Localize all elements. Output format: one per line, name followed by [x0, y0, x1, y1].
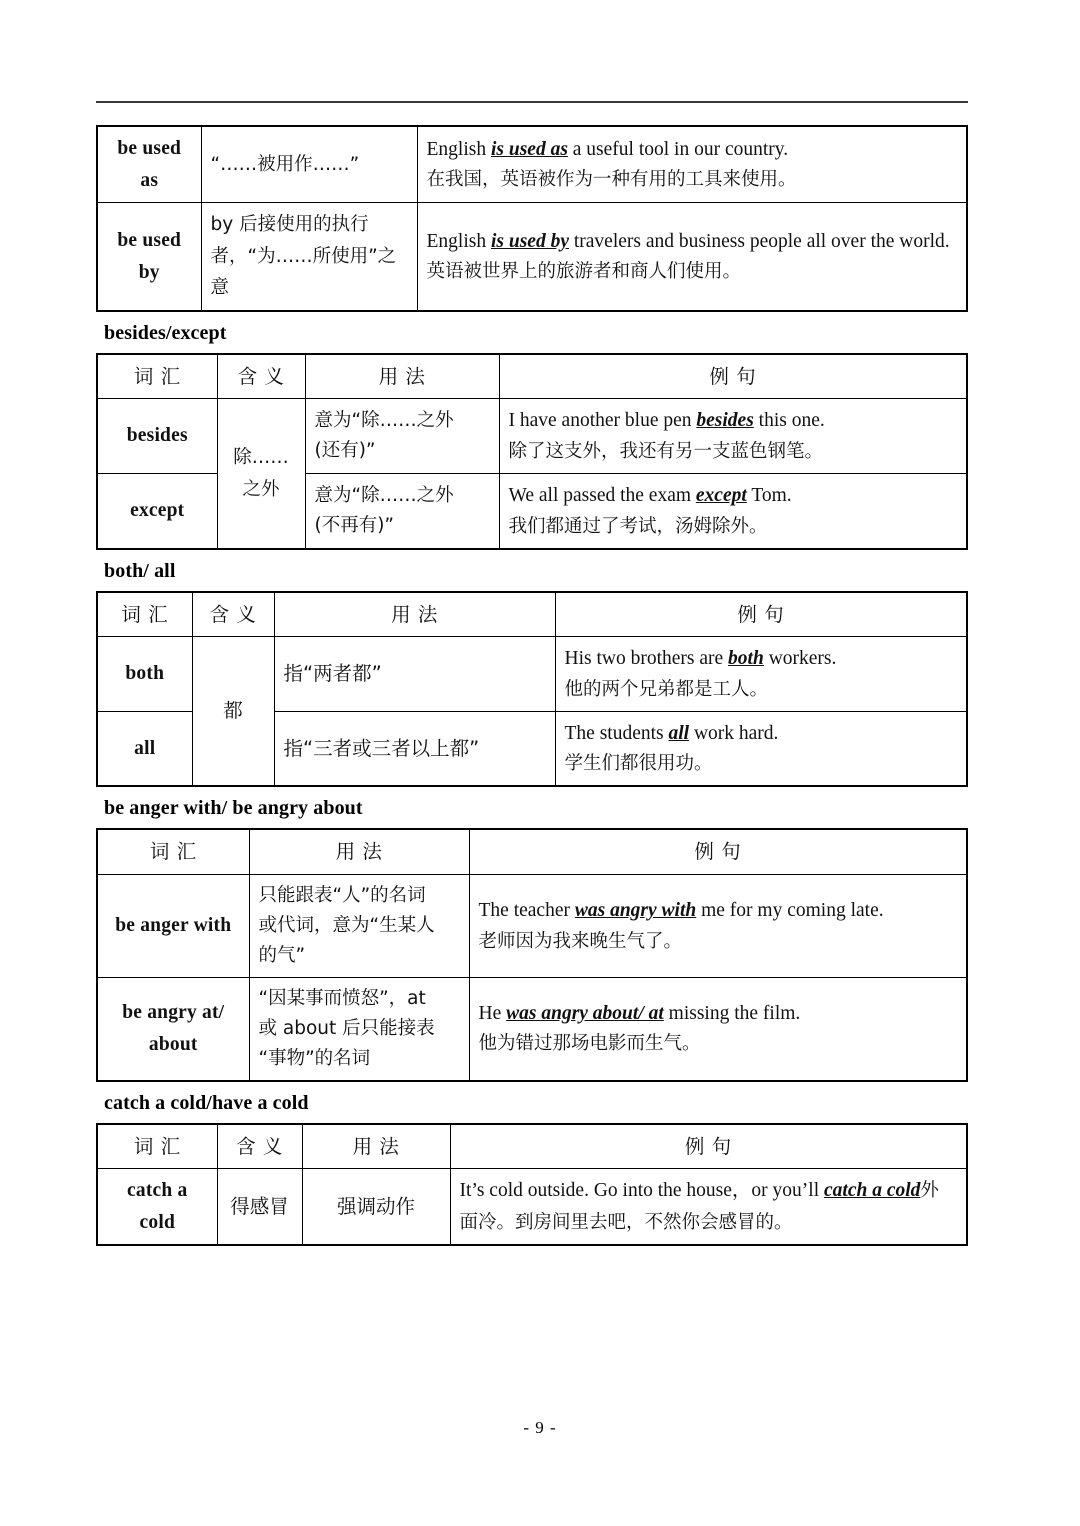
table-be-used	[96, 125, 968, 312]
usage-cell: 指“三者或三者以上都”	[274, 711, 555, 786]
table-besides-except	[96, 353, 968, 550]
example-highlight: is used by	[490, 230, 569, 252]
example-chinese: 外面冷。到房间里去吧，不然你会感冒的。	[459, 1180, 939, 1233]
column-header-usage: 用 法	[302, 1124, 450, 1169]
example-highlight: all	[668, 722, 690, 744]
example-pre: I have another blue pen	[508, 410, 697, 432]
column-header-term: 词 汇	[97, 592, 192, 637]
example-cell	[499, 399, 967, 474]
table-row	[97, 874, 967, 977]
column-header-term: 词 汇	[97, 354, 217, 399]
meaning-cell-merged	[217, 399, 305, 549]
usage-line: (不再有)”	[314, 514, 395, 536]
example-post: travelers and business people all over the world.	[568, 230, 950, 252]
term-line: catch a	[127, 1180, 188, 1202]
meaning-text: “……被用作……”	[210, 153, 360, 175]
example-chinese: 老师因为我来晚生气了。	[478, 930, 683, 952]
table-header-row	[97, 592, 967, 637]
table-header-row	[97, 1124, 967, 1169]
column-header-usage: 用 法	[274, 592, 555, 637]
example-english	[565, 718, 958, 750]
example-post: me for my coming late.	[696, 899, 884, 921]
usage-cell	[305, 399, 499, 474]
example-highlight: was angry with	[574, 899, 697, 921]
example-english	[509, 480, 958, 512]
example-pre: His two brothers are	[564, 648, 729, 670]
example-english	[565, 643, 958, 675]
term-line: cold	[139, 1211, 175, 1233]
column-header-term: 词 汇	[97, 829, 249, 874]
example-english	[427, 134, 958, 166]
example-cell	[417, 203, 967, 311]
term-cell: besides	[97, 399, 217, 474]
example-english	[479, 895, 958, 927]
column-header-usage: 用 法	[249, 829, 469, 874]
example-highlight: catch a cold	[824, 1180, 921, 1202]
example-chinese: 在我国，英语被作为一种有用的工具来使用。	[426, 169, 797, 191]
table-row	[97, 1169, 967, 1246]
example-post: this one.	[753, 410, 825, 432]
example-pre: The students	[564, 722, 669, 744]
usage-line: “事物”的名词	[258, 1047, 371, 1069]
example-highlight: except	[695, 485, 747, 507]
term-line: as	[140, 169, 159, 191]
usage-cell: 强调动作	[302, 1169, 450, 1246]
example-pre: We all passed the exam	[508, 485, 696, 507]
example-cell	[417, 126, 967, 203]
example-cell	[469, 874, 967, 977]
meaning-cell-merged: 都	[192, 637, 274, 787]
example-chinese: 除了这支外，我还有另一支蓝色钢笔。	[508, 441, 824, 463]
table-be-angry	[96, 828, 968, 1081]
meaning-line: 除……	[233, 446, 289, 468]
table-row	[97, 977, 967, 1080]
term-cell: both	[97, 637, 192, 712]
table-header-row	[97, 829, 967, 874]
term-cell: except	[97, 474, 217, 549]
term-cell	[97, 203, 201, 311]
column-header-example: 例 句	[555, 592, 967, 637]
example-post: Tom.	[746, 485, 792, 507]
term-cell	[97, 977, 249, 1080]
usage-line: 或代词，意为“生某人	[258, 914, 435, 936]
usage-line: 只能跟表“人”的名词	[258, 884, 426, 906]
term-line: about	[148, 1033, 198, 1055]
term-cell	[97, 1169, 217, 1246]
example-chinese: 我们都通过了考试，汤姆除外。	[508, 515, 768, 537]
term-cell: be anger with	[97, 874, 249, 977]
example-highlight: besides	[696, 410, 754, 432]
document-content	[96, 125, 970, 1246]
example-pre: He	[478, 1002, 507, 1024]
example-chinese: 他为错过那场电影而生气。	[478, 1033, 701, 1055]
section-heading-besides-except: besides/except	[104, 321, 227, 344]
table-row	[97, 203, 967, 311]
column-header-meaning: 含 义	[192, 592, 274, 637]
example-pre: English	[426, 138, 491, 160]
usage-cell	[249, 874, 469, 977]
example-chinese: 学生们都很用功。	[564, 753, 713, 775]
section-heading-both-all: both/ all	[104, 559, 176, 582]
meaning-text: by 后接使用的执行者，“为……所使用”之意	[210, 214, 397, 299]
example-post: missing the film.	[663, 1002, 801, 1024]
example-chinese: 英语被世界上的旅游者和商人们使用。	[426, 261, 742, 283]
example-post: work hard.	[689, 722, 779, 744]
example-cell	[555, 637, 967, 712]
usage-cell	[305, 474, 499, 549]
example-pre: It’s cold outside. Go into the house，or you’ll	[459, 1180, 825, 1202]
usage-cell: 指“两者都”	[274, 637, 555, 712]
example-english	[427, 226, 958, 258]
term-line: be angry at/	[122, 1002, 225, 1024]
column-header-example: 例 句	[499, 354, 967, 399]
usage-line: 意为“除……之外	[314, 484, 454, 506]
column-header-example: 例 句	[450, 1124, 967, 1169]
column-header-example: 例 句	[469, 829, 967, 874]
example-cell	[469, 977, 967, 1080]
table-row	[97, 637, 967, 712]
usage-line: 或 about 后只能接表	[258, 1017, 435, 1039]
table-header-row	[97, 354, 967, 399]
example-cell	[499, 474, 967, 549]
page-number: - 9 -	[523, 1418, 557, 1437]
usage-cell	[249, 977, 469, 1080]
example-highlight: was angry about/ at	[506, 1002, 664, 1024]
meaning-cell	[201, 203, 417, 311]
term-line: by	[138, 261, 160, 283]
example-pre: The teacher	[478, 899, 575, 921]
example-highlight: both	[728, 648, 764, 670]
example-chinese: 他的两个兄弟都是工人。	[564, 678, 769, 700]
example-pre: English	[426, 230, 491, 252]
table-both-all	[96, 591, 968, 788]
section-heading-catch-a-cold: catch a cold/have a cold	[104, 1091, 309, 1114]
example-cell	[555, 711, 967, 786]
column-header-usage: 用 法	[305, 354, 499, 399]
table-catch-a-cold	[96, 1123, 968, 1247]
table-row	[97, 126, 967, 203]
term-line: be used	[117, 138, 182, 159]
example-post: a useful tool in our country.	[567, 138, 789, 160]
example-cell	[450, 1169, 967, 1246]
term-cell: all	[97, 711, 192, 786]
meaning-line: 之外	[242, 478, 280, 500]
column-header-meaning: 含 义	[217, 1124, 302, 1169]
table-row	[97, 399, 967, 474]
example-post: workers.	[763, 648, 837, 670]
example-highlight: is used as	[490, 138, 568, 160]
usage-line: 的气”	[258, 944, 306, 966]
header-rule	[96, 101, 968, 103]
meaning-cell	[201, 126, 417, 203]
usage-line: “因某事而愤怒”，at	[258, 987, 426, 1009]
column-header-term: 词 汇	[97, 1124, 217, 1169]
term-line: be used	[117, 229, 182, 251]
example-english	[479, 998, 958, 1030]
example-english	[509, 405, 958, 437]
term-cell	[97, 126, 201, 203]
usage-line: (还有)”	[314, 440, 376, 462]
section-heading-be-angry: be anger with/ be angry about	[104, 797, 363, 820]
column-header-meaning: 含 义	[217, 354, 305, 399]
meaning-cell: 得感冒	[217, 1169, 302, 1246]
usage-line: 意为“除……之外	[314, 410, 454, 432]
